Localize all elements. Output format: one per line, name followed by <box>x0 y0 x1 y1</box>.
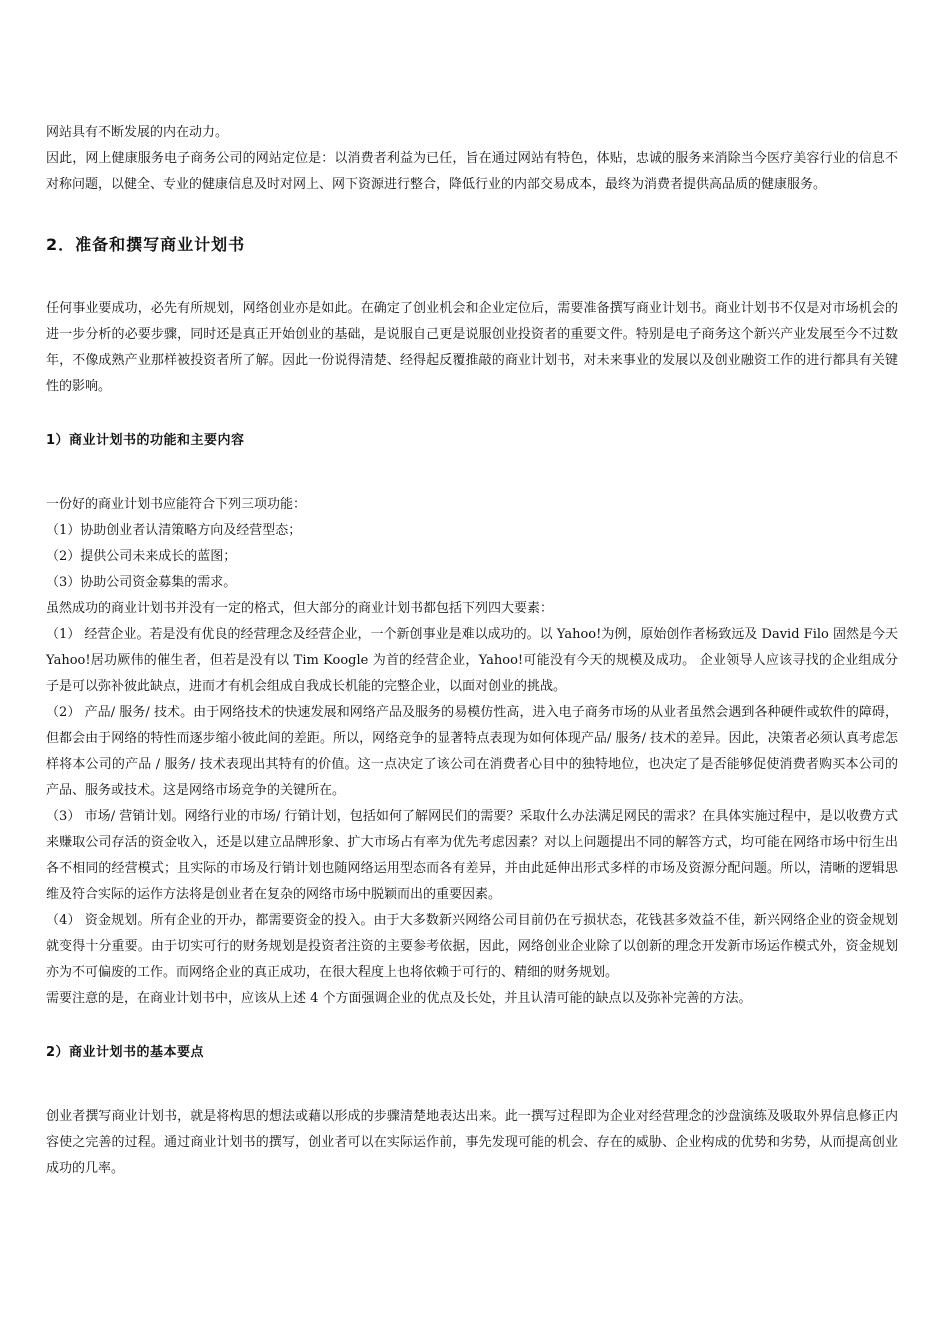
spacer <box>46 258 898 296</box>
spacer <box>46 1066 898 1104</box>
note-paragraph: 需要注意的是，在商业计划书中，应该从上述 4 个方面强调企业的优点及长处，并且认清可能的缺点以及弥补完善的方法。 <box>46 991 752 1006</box>
element-item-3: （3） 市场/ 营销计划。网络行业的市场/ 行销计划，包括如何了解网民们的需要？采取什么办法满足网民的需求？在具体实施过程中，是以收费方式来赚取公司存活的资金收入，还是以建立品牌形象、扩大市场占有率为优先考虑因素？对以上问题提出不同的解答方式，均可能在网络市场中衍生出各不相同的经营模式；且实际的市场及行销计划也随网络运用型态而各有差异，并由此延伸出形式多样的市场及资源分配问题。所以，清晰的逻辑思维及符合实际的运作方法将是创业者在复杂的网络市场中脱颖而出的重要因素。 <box>46 809 898 902</box>
function-item-3: （3）协助公司资金募集的需求。 <box>46 575 237 590</box>
element-item-4: （4） 资金规划。所有企业的开办，都需要资金的投入。由于大多数新兴网络公司目前仍在亏损状态，花钱甚多效益不佳，新兴网络企业的资金规划就变得十分重要。由于切实可行的财务规划是投资者注资的主要参考依据，因此，网络创业企业除了以创新的理念开发新市场运作模式外，资金规划亦为不可偏废的工作。而网络企业的真正成功，在很大程度上也将依赖于可行的、精细的财务规划。 <box>46 913 898 980</box>
function-item-1: （1）协助创业者认清策略方向及经营型态； <box>46 523 302 538</box>
elements-intro: 虽然成功的商业计划书并没有一定的格式，但大部分的商业计划书都包括下列四大要素： <box>46 601 554 616</box>
function-item-2: （2）提供公司未来成长的蓝图； <box>46 549 237 564</box>
intro-paragraph-1: 网站具有不断发展的内在动力。 <box>46 125 229 140</box>
list-intro: 一份好的商业计划书应能符合下列三项功能： <box>46 497 307 512</box>
spacer <box>46 1012 898 1040</box>
section-heading: 2．准备和撰写商业计划书 <box>46 235 246 254</box>
section-paragraph: 任何事业要成功，必先有所规划，网络创业亦是如此。在确定了创业机会和企业定位后，需要准备撰写商业计划书。商业计划书不仅是对市场机会的进一步分析的必要步骤，同时还是真正开始创业的基础，是说服自己更是说服创业投资者的重要文件。特别是电子商务这个新兴产业发展至今不过数年，不像成熟产业那样被投资者所了解。因此一份说得清楚、经得起反覆推敲的商业计划书，对未来事业的发展以及创业融资工作的进行都具有关键性的影响。 <box>46 301 898 394</box>
subsection-paragraph: 创业者撰写商业计划书，就是将构思的想法或藉以形成的步骤清楚地表达出来。此一撰写过程即为企业对经营理念的沙盘演练及吸取外界信息修正内容使之完善的过程。通过商业计划书的撰写，创业者可以在实际运作前，事先发现可能的机会、存在的威胁、企业构成的优势和劣势，从而提高创业成功的几率。 <box>46 1109 898 1176</box>
spacer <box>46 400 898 428</box>
subsection-heading-1: 1）商业计划书的功能和主要内容 <box>46 433 245 448</box>
document-page <box>46 120 898 1182</box>
subsection-heading-2: 2）商业计划书的基本要点 <box>46 1045 205 1060</box>
spacer <box>46 454 898 492</box>
intro-paragraph-2: 因此，网上健康服务电子商务公司的网站定位是：以消费者利益为已任，旨在通过网站有特色，体贴，忠诚的服务来消除当今医疗美容行业的信息不对称问题，以健全、专业的健康信息及时对网上、网下资源进行整合，降低行业的内部交易成本，最终为消费者提供高品质的健康服务。 <box>46 151 898 192</box>
element-item-2: （2） 产品/ 服务/ 技术。由于网络技术的快速发展和网络产品及服务的易模仿性高，进入电子商务市场的从业者虽然会遇到各种硬件或软件的障碍，但都会由于网络的特性而逐步缩小彼此间的差距。所以，网络竞争的显著特点表现为如何体现产品/ 服务/ 技术的差异。因此，决策者必须认真考虑怎样将本公司的产品 / 服务/ 技术表现出其特有的价值。这一点决定了该公司在消费者心目中的独特地位，也决定了是否能够促使消费者购买本公司的产品、服务或技术。这是网络市场竞争的关键所在。 <box>46 705 898 798</box>
element-item-1: （1） 经营企业。若是没有优良的经营理念及经营企业，一个新创事业是难以成功的。以 Yahoo!为例，原始创作者杨致远及 David Filo 固然是今天 Yahoo!居功厥伟的催生者，但若是没有以 Tim Koogle 为首的经营企业，Yahoo!可能没有今天的规模及成功。 企业领导人应该寻找的企业组成分子是可以弥补彼此缺点，进而才有机会组成自我成长机能的完整企业，以面对创业的挑战。 <box>46 627 898 694</box>
